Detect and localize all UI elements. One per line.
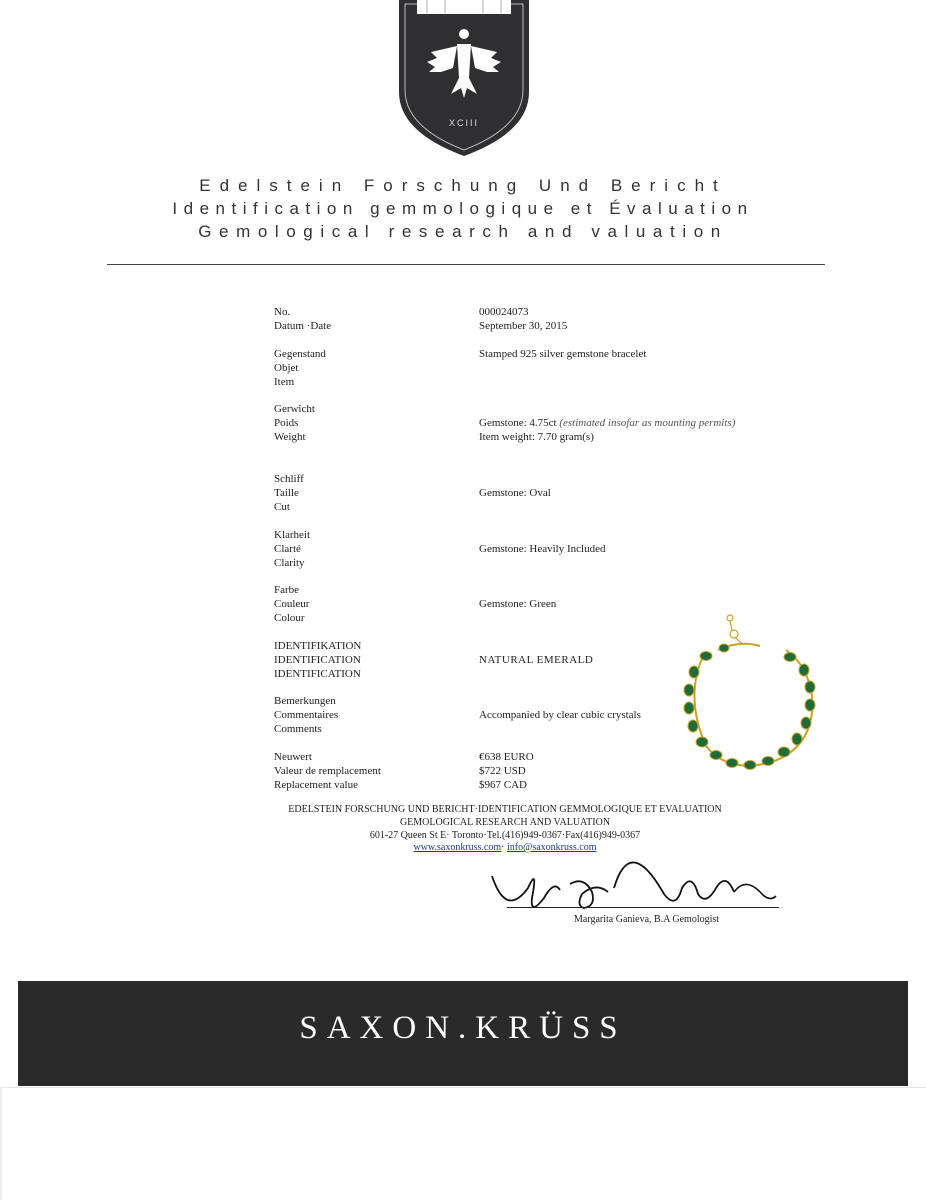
label-colour-fr: Couleur bbox=[274, 598, 310, 610]
label-item-en: Item bbox=[274, 376, 295, 388]
value-identification: NATURAL EMERALD bbox=[479, 654, 594, 666]
crest-shield-logo bbox=[397, 0, 531, 158]
signature-line bbox=[507, 907, 779, 908]
value-replacement-eur: €638 EURO bbox=[479, 751, 534, 763]
label-identification-en: IDENTIFICATION bbox=[274, 668, 361, 680]
label-date: Datum ·Date bbox=[274, 320, 332, 332]
gemstone-weight: Gemstone: 4.75ct bbox=[479, 417, 557, 429]
label-comments-de: Bemerkungen bbox=[274, 695, 336, 707]
label-cut-en: Cut bbox=[274, 501, 290, 513]
header-divider bbox=[107, 264, 825, 265]
value-item: Stamped 925 silver gemstone bracelet bbox=[479, 348, 647, 360]
label-item-de: Gegenstand bbox=[274, 348, 326, 360]
gemologist-name: Margarita Ganieva, B.A Gemologist bbox=[574, 914, 720, 925]
label-clarity-de: Klarheit bbox=[274, 529, 311, 541]
footer-company-line: EDELSTEIN FORSCHUNG UND BERICHT·IDENTIFICATION GEMMOLOGIQUE ET EVALUATION bbox=[288, 804, 722, 815]
contact-separator: · bbox=[501, 842, 505, 853]
crest-roman-numeral: XCIII bbox=[448, 118, 479, 128]
brand-name: SAXON.KRÜSS bbox=[299, 1010, 627, 1046]
value-clarity: Gemstone: Heavily Included bbox=[479, 543, 606, 555]
label-item-fr: Objet bbox=[274, 362, 299, 374]
label-clarity-fr: Clarté bbox=[274, 543, 301, 555]
label-clarity-en: Clarity bbox=[274, 557, 305, 569]
value-item-weight: Item weight: 7.70 gram(s) bbox=[479, 431, 594, 443]
label-number: No. bbox=[274, 306, 291, 318]
label-colour-de: Farbe bbox=[274, 584, 300, 596]
header-german: Edelstein Forschung Und Bericht bbox=[199, 176, 727, 195]
signature bbox=[480, 832, 780, 924]
value-gemstone-weight bbox=[479, 416, 735, 430]
header-french: Identification gemmologique et Évaluation bbox=[172, 199, 754, 218]
scan-edge-line bbox=[0, 1087, 926, 1088]
label-replacement-fr: Valeur de remplacement bbox=[274, 765, 381, 777]
value-cut: Gemstone: Oval bbox=[479, 487, 551, 499]
label-comments-fr: Commentaires bbox=[274, 709, 339, 721]
label-replacement-de: Neuwert bbox=[274, 751, 312, 763]
scan-edge-side bbox=[0, 1087, 2, 1200]
website-link[interactable]: www.saxonkruss.com bbox=[413, 842, 502, 853]
label-identification-de: IDENTIFIKATION bbox=[274, 640, 362, 652]
footer-research-line: GEMOLOGICAL RESEARCH AND VALUATION bbox=[399, 817, 611, 828]
label-weight-fr: Poids bbox=[274, 417, 299, 429]
label-replacement-en: Replacement value bbox=[274, 779, 358, 791]
footer-address-line: 601-27 Queen St E· Toronto·Tel.(416)949-0367·Fax(416)949-0367 bbox=[369, 830, 641, 841]
value-number: 000024073 bbox=[479, 306, 529, 318]
value-date: September 30, 2015 bbox=[479, 320, 568, 332]
header-english: Gemological research and valuation bbox=[198, 222, 728, 241]
bracelet-image bbox=[676, 606, 826, 778]
label-cut-de: Schliff bbox=[274, 473, 304, 485]
label-weight-en: Weight bbox=[274, 431, 306, 443]
value-replacement-usd: $722 USD bbox=[479, 765, 526, 777]
label-cut-fr: Taille bbox=[274, 487, 299, 499]
label-colour-en: Colour bbox=[274, 612, 305, 624]
label-comments-en: Comments bbox=[274, 723, 322, 735]
value-colour: Gemstone: Green bbox=[479, 598, 557, 610]
gemstone-weight-note: (estimated insofar as mounting permits) bbox=[559, 417, 736, 429]
label-identification-fr: IDENTIFICATION bbox=[274, 654, 361, 666]
value-comments: Accompanied by clear cubic crystals bbox=[479, 709, 641, 721]
label-weight-de: Gerwicht bbox=[274, 403, 315, 415]
value-replacement-cad: $967 CAD bbox=[479, 779, 527, 791]
email-link[interactable]: info@saxonkruss.com bbox=[507, 842, 597, 853]
